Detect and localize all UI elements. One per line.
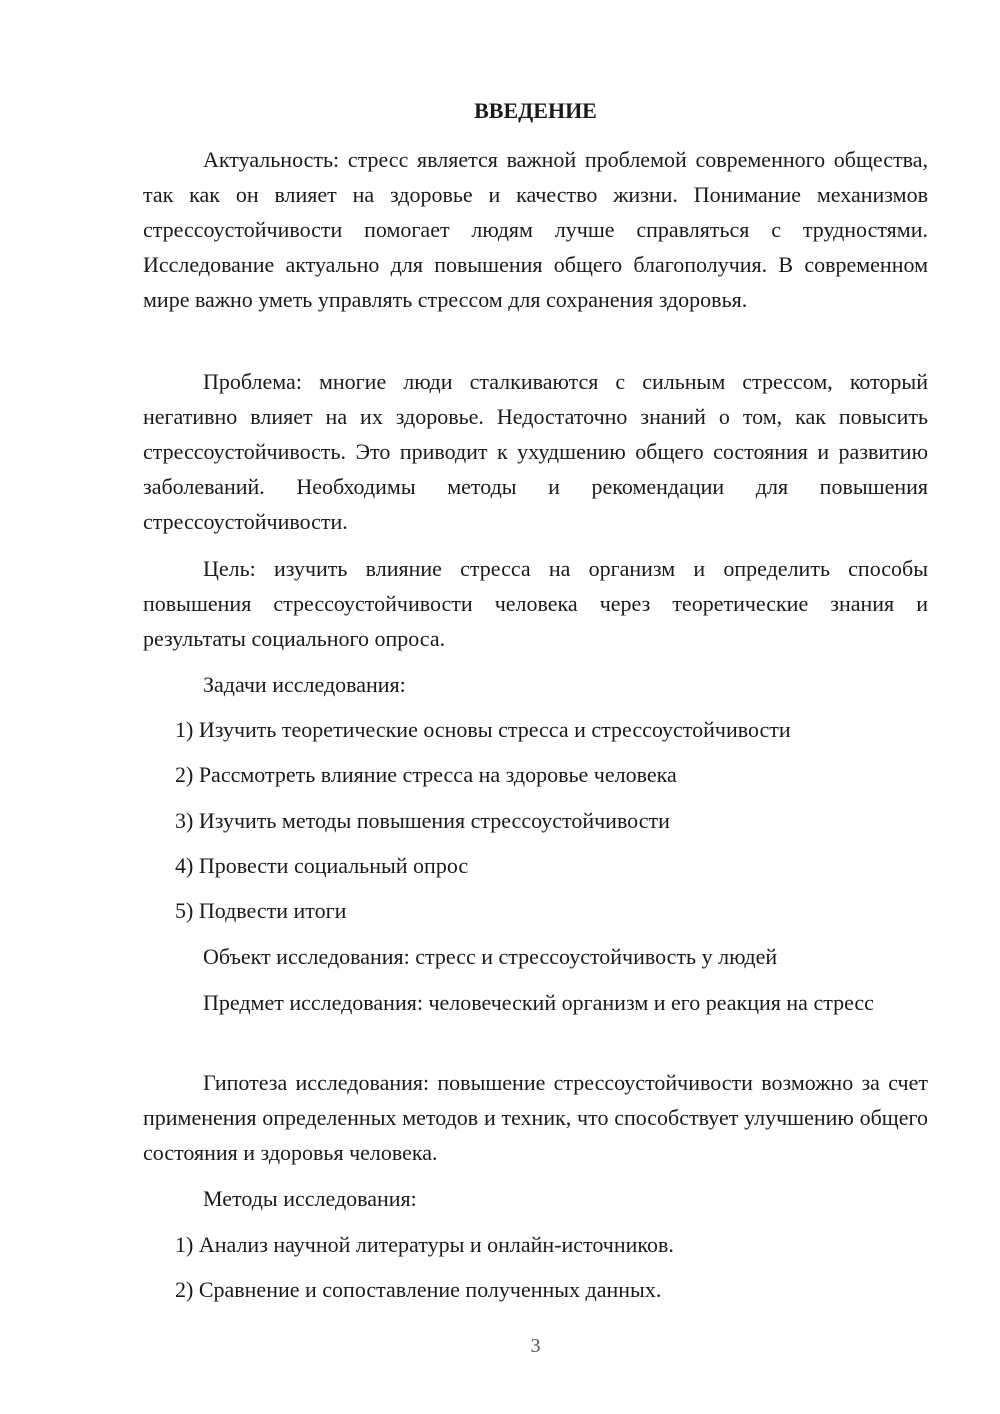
tasks-heading: Задачи исследования: xyxy=(203,672,406,697)
subject-paragraph: Предмет исследования: человеческий организм и его реакция на стресс xyxy=(203,990,874,1015)
method-item: 1) Анализ научной литературы и онлайн-источников. xyxy=(175,1232,674,1257)
object-line: Объект исследования: стресс и стрессоустойчивость у людей xyxy=(203,944,778,969)
hypothesis-paragraph: Гипотеза исследования: повышение стрессоустойчивости возможно за счет применения определенных методов и техник, что способствует улучшению общего состояния и здоровья человека. xyxy=(143,1070,928,1165)
method-item: 2) Сравнение и сопоставление полученных данных. xyxy=(175,1277,662,1302)
section-title: ВВЕДЕНИЕ xyxy=(474,98,597,123)
page-number: 3 xyxy=(530,1335,541,1357)
relevance-paragraph: Актуальность: стресс является важной проблемой современного общества, так как он влияет на здоровье и качество жизни. Понимание механизмов стрессоустойчивости помогает людям лучше справляться с трудностями. Исследование актуально для повышения общего благополучия. В современном мире важно уметь управлять стрессом для сохранения здоровья. xyxy=(143,147,928,312)
task-item: 5) Подвести итоги xyxy=(175,898,347,923)
methods-heading: Методы исследования: xyxy=(203,1186,417,1211)
task-item: 1) Изучить теоретические основы стресса и стрессоустойчивости xyxy=(175,717,791,742)
task-item: 2) Рассмотреть влияние стресса на здоровье человека xyxy=(175,762,677,787)
task-item: 4) Провести социальный опрос xyxy=(175,853,469,878)
document-page xyxy=(143,0,928,1414)
task-item: 3) Изучить методы повышения стрессоустойчивости xyxy=(175,808,670,833)
goal-paragraph: Цель: изучить влияние стресса на организм и определить способы повышения стрессоустойчивости человека через теоретические знания и результаты социального опроса. xyxy=(143,556,928,651)
problem-paragraph: Проблема: многие люди сталкиваются с сильным стрессом, который негативно влияет на их здоровье. Недостаточно знаний о том, как повысить стрессоустойчивость. Это приводит к ухудшению общего состояния и развитию заболеваний. Необходимы методы и рекомендации для повышения стрессоустойчивости. xyxy=(143,369,928,534)
